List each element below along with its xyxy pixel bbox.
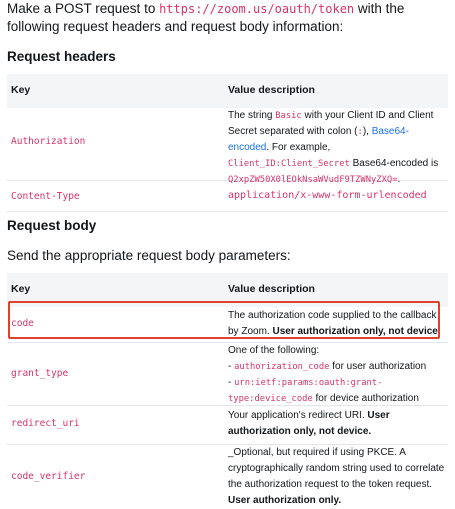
intro-post: with the following request headers and request body information:: [7, 1, 405, 34]
col-value: Value description: [228, 84, 315, 96]
col-key: Key: [11, 283, 31, 295]
body-table: [7, 273, 448, 505]
table-row: [7, 307, 448, 343]
request-body-description: Send the appropriate request body parameters:: [7, 248, 291, 263]
col-value: Value description: [228, 283, 315, 295]
key-code-verifier: code_verifier: [11, 471, 86, 482]
authorization-desc: The string Basic with your Client ID and Client Secret separated with colon (:), Base64-encoded. For example, Client_ID:Client_Secret Base64-encoded is Q2xpZW50X0lEOkNsaWVudF9TZWNyZXQ=.: [228, 110, 439, 185]
key-content-type: Content-Type: [11, 191, 80, 202]
base64-link[interactable]: Base64-encoded: [228, 126, 409, 153]
redirect-uri-desc: Your application's redirect URI. User authorization only, not device.: [228, 410, 390, 437]
intro-text: [7, 0, 447, 36]
key-redirect-uri: redirect_uri: [11, 418, 80, 429]
table-row: [7, 108, 448, 185]
token-url: https://zoom.us/oauth/token: [159, 2, 355, 16]
key-code: code: [11, 318, 34, 329]
table-header: [7, 273, 448, 307]
table-row: [7, 406, 448, 445]
table-row: [7, 343, 448, 406]
table-row: [7, 181, 448, 212]
request-headers-heading: Request headers: [7, 49, 116, 64]
table-header: [7, 74, 448, 108]
request-body-heading: Request body: [7, 218, 97, 233]
table-row: [7, 445, 448, 505]
code-verifier-desc: _Optional, but required if using PKCE. A cryptographically random string used to correlate the authorization request to the token request. User authorization only.: [228, 447, 445, 506]
grant-type-desc: One of the following: - authorization_code for user authorization - urn:ietf:params:oauth:grant-type:device_code for device authorization: [228, 345, 427, 404]
col-key: Key: [11, 84, 31, 96]
key-authorization: Authorization: [11, 136, 86, 147]
headers-table: [7, 74, 448, 212]
content-type-value: application/x-www-form-urlencoded: [228, 190, 427, 201]
intro-pre: Make a POST request to: [7, 1, 160, 16]
code-desc: The authorization code supplied to the callback by Zoom. User authorization only, not device.: [228, 310, 441, 337]
key-grant-type: grant_type: [11, 368, 69, 379]
